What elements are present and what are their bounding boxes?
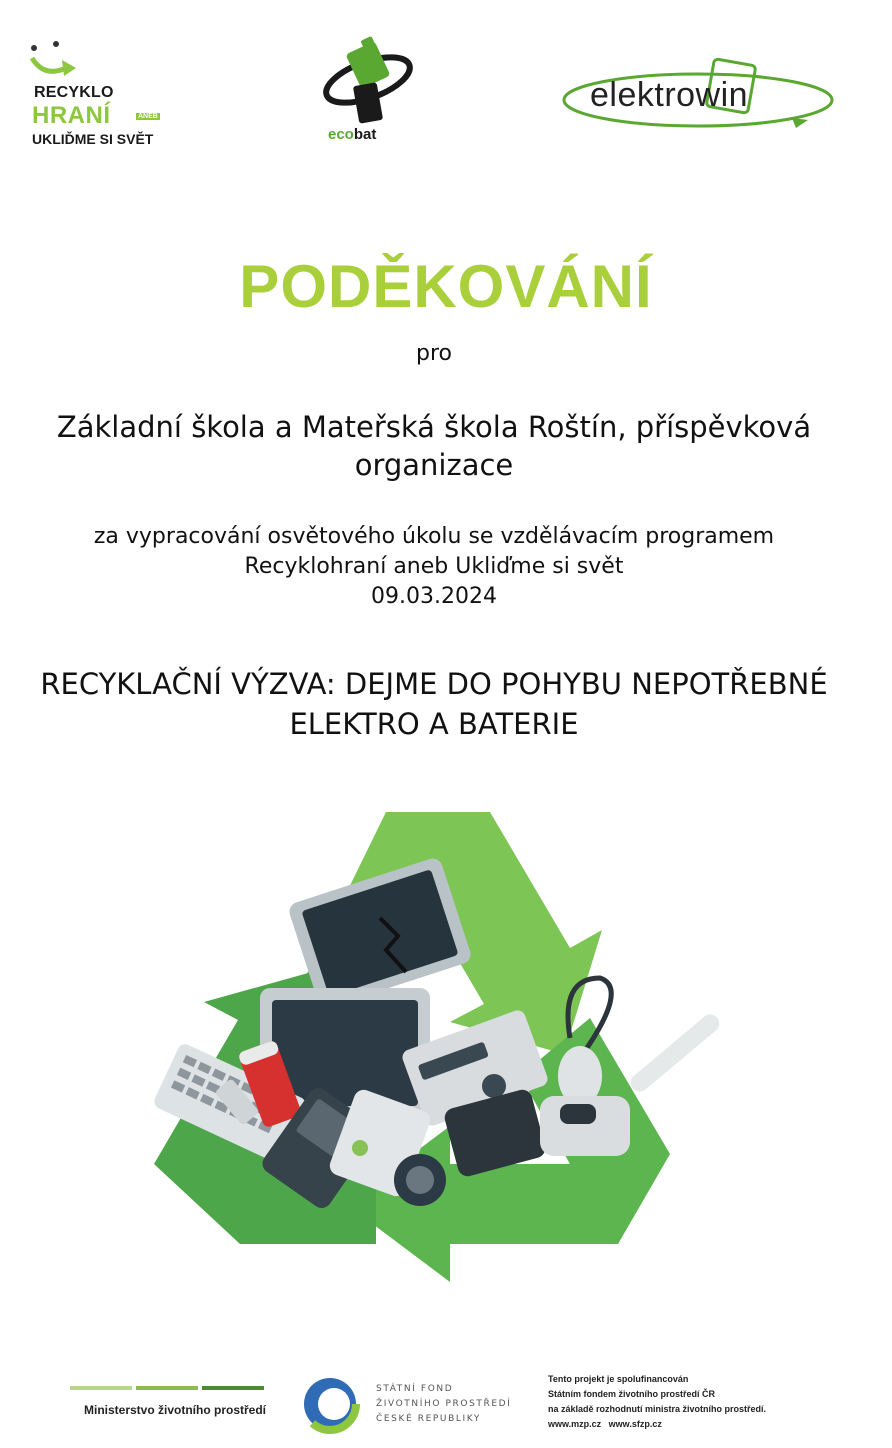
task-line-2: Recyklohraní aneb Ukliďme si svět (244, 554, 624, 579)
mzp-label: Ministerstvo životního prostředí (84, 1403, 267, 1417)
funding-note (548, 1372, 868, 1432)
challenge-heading: RECYKLAČNÍ VÝZVA: DEJME DO POHYBU NEPOTŘEBNÉ ELEKTRO A BATERIE (40, 667, 828, 741)
task-description (40, 522, 828, 612)
recyklohrani-logo (28, 40, 188, 160)
recycle-arrow-icon (28, 40, 88, 84)
ecobat-text: ecobat (328, 126, 377, 143)
battery-icon (318, 36, 418, 128)
elektrowin-logo (560, 56, 838, 136)
funding-note-links: www.mzp.cz www.sfzp.cz (548, 1419, 662, 1429)
funding-note-line-2: Státním fondem životního prostředí ČR (548, 1389, 716, 1399)
uklidme-text: UKLIĎME SI SVĚT (32, 131, 154, 147)
funding-note-line-1: Tento projekt je spolufinancován (548, 1374, 689, 1384)
sfzp-circle-icon (300, 1372, 364, 1436)
recyklo-text: RECYKLO (34, 84, 114, 101)
sfzp-text: STÁTNÍ FOND ŽIVOTNÍHO PROSTŘEDÍ ČESKÉ REPUBLIKY (376, 1384, 512, 1424)
aneb-badge: ANEB (138, 113, 158, 120)
task-line-1: za vypracování osvětového úkolu se vzdělávacím programem (93, 524, 775, 549)
school-name: Základní škola a Mateřská škola Roštín, příspěvková organizace (56, 410, 812, 482)
task-date: 09.03.2024 (371, 584, 497, 609)
sfzp-logo (300, 1370, 530, 1436)
page-title: PODĚKOVÁNÍ (239, 253, 653, 320)
mzp-bar-3 (202, 1386, 264, 1390)
funding-note-line-3: na základě rozhodnutí ministra životního prostředí. (548, 1404, 767, 1414)
recycle-icon (150, 808, 730, 1316)
pro-text: pro (416, 341, 452, 366)
ecobat-logo (318, 36, 418, 146)
mzp-bar-2 (136, 1386, 198, 1390)
elektrowin-text: elektrowin (590, 76, 749, 114)
hrani-text: HRANÍ (32, 102, 111, 129)
mzp-bar-1 (70, 1386, 132, 1390)
mzp-logo (70, 1386, 270, 1426)
recycle-electronics-illustration (150, 808, 730, 1316)
